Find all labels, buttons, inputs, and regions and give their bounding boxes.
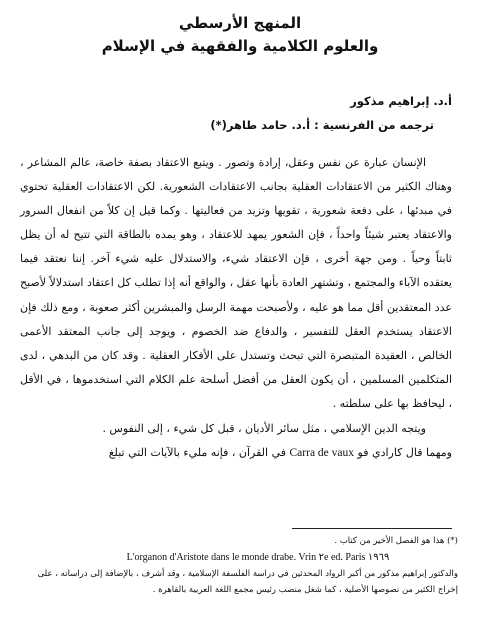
paragraph-1: الإنسان عبارة عن نفس وعقل، إرادة وتصور . ويتبع الاعتقاد بصفة خاصة، عالم المشاعر ، وهناك الكثير من الاعتقادات العقلية بجانب الاعتقادات الشعورية. لكن الاعتقادات العقلية تحتوي في مبدئها ، على دفعة شعورية ، تقويها وتزيد من فعاليتها . وكما قيل إن كلاً من انفعال السرور والاعتقاد يعتبر شيئاً واحداً ، فإن الشعور يمهد للاعتقاد ، وهو يمده بالطاقة التي تتيح له أن يظل ثابتاً وحياً . ومن جهة أخرى ، فإن الاعتقاد شيء، والاستدلال عليه شيء آخر. إننا نعتقد فيما يعتقده الآباء والمجتمع ، وتشتهر العادة بأنها عقل ، والواقع أنه إذا تطلب كل اعتقاد استدلالاً لأصبح عدد المعتقدين أقل مما هو عليه ، ولأصبحت مهمة الرسل والمبشرين أكثر صعوبة ، ومع ذلك فإن الاعتقاد يستخدم العقل للتفسير ، والدفاع ضد الخصوم ، ويوجد إلى جانب المعتقد الأعمى الخالص ، العقيدة المتبصرة التي تبحث وتستدل على الأفكار العقلية . وقد كان من البدهي ، لدى المتكلمين المسلمين ، أن يكون العقل من أفضل أسلحة علم الكلام التي استخدموها ، في الأقل ، ليحافظ بها على سلطته .	[20, 156, 452, 410]
translator-credit: ترجمه من الفرنسية : أ.د. حامد طاهر(*)	[210, 118, 434, 132]
latin-name-carra-de-vaux: Carra de vaux	[289, 447, 355, 460]
paragraph-2-line-2	[20, 441, 452, 465]
title-line-2: والعلوم الكلامية والفقهية في الإسلام	[101, 37, 379, 55]
paragraph-2-before-latin: ومهما قال كارادي فو	[357, 446, 452, 460]
article-body	[20, 151, 452, 465]
footnote-1: (*) هذا هو الفصل الأخير من كتاب .	[334, 536, 458, 546]
footnotes	[18, 533, 458, 598]
footnote-divider	[292, 528, 452, 529]
footnote-book-title: L'organon d'Aristote dans le monde drabe. Vrin ٢e ed. Paris ١٩٦٩	[126, 552, 390, 563]
footnote-2: والدكتور إبراهيم مذكور من أكبر الرواد المحدثين في دراسة الفلسفة الإسلامية ، وقد أشرف ، بالإضافة إلى دراساته ، على إخراج الكثير من نصوصها الأصلية ، كما شغل منصب رئيس مجمع اللغة العربية بالقاهرة .	[37, 569, 458, 595]
paragraph-2-line-1: ويتجه الدين الإسلامي ، مثل سائر الأديان ، قبل كل شيء ، إلى النفوس .	[102, 422, 426, 436]
paragraph-2-after-latin: في القرآن ، فإنه مليء بالآيات التي تبلغ	[108, 446, 287, 460]
author-name: أ.د. إبراهيم مذكور	[350, 94, 452, 108]
title-line-1: المنهج الأرسطي	[178, 14, 302, 32]
